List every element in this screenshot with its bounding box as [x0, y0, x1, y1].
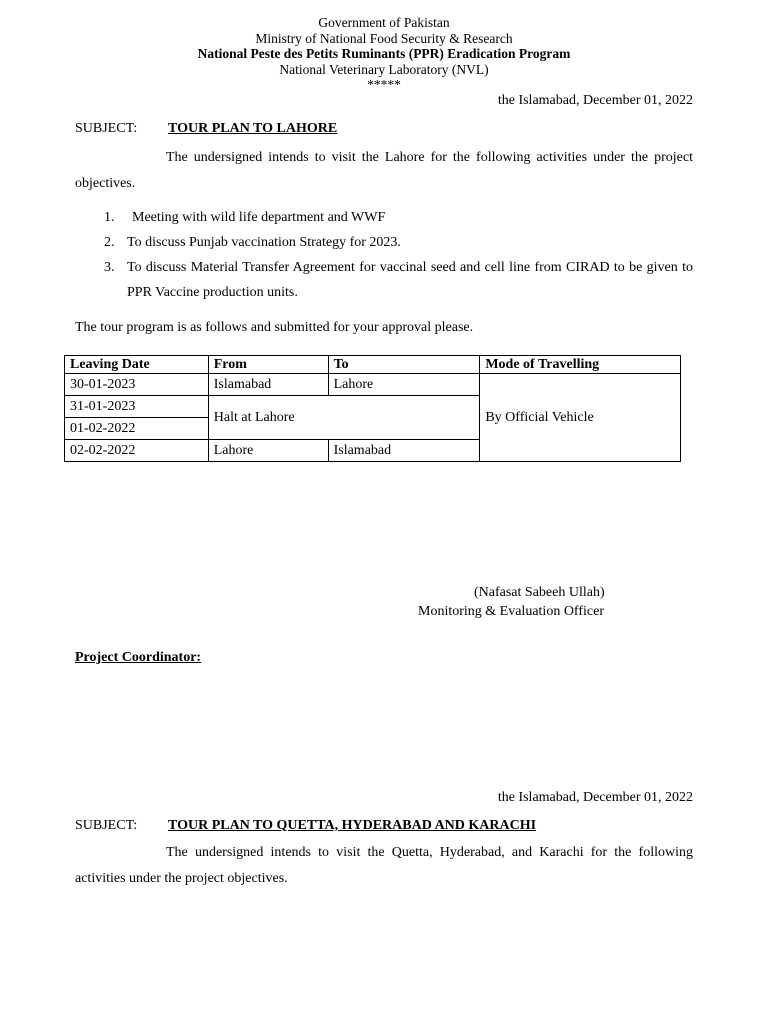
letterhead-program: National Peste des Petits Ruminants (PPR) Eradication Program: [197, 46, 571, 61]
list-item-text: To discuss Material Transfer Agreement for vaccinal seed and cell line from CIRAD to be given to PPR Vaccine production units.: [127, 260, 693, 300]
cell-date: 01-02-2022: [65, 418, 209, 440]
list-item: [75, 255, 693, 305]
list-item: [75, 230, 693, 255]
list-item-text: To discuss Punjab vaccination Strategy for 2023.: [127, 235, 401, 250]
memo1-activity-list: [75, 205, 693, 305]
memo2-subject-label: SUBJECT:: [75, 818, 138, 833]
memo1-subject-label: SUBJECT:: [75, 121, 138, 136]
column-header-mode: Mode of Travelling: [480, 356, 681, 374]
memo1-date: the Islamabad, December 01, 2022: [497, 93, 693, 108]
memo1-subject-title: TOUR PLAN TO LAHORE: [168, 121, 338, 136]
cell-from: Lahore: [208, 440, 328, 462]
list-item-number: 1.: [104, 210, 115, 225]
list-item: [75, 205, 693, 230]
list-item-number: 3.: [104, 260, 115, 275]
letterhead-ministry: Ministry of National Food Security & Research: [255, 30, 513, 46]
cell-halt: Halt at Lahore: [208, 396, 480, 440]
tour-table: [64, 355, 681, 462]
cell-date: 30-01-2023: [65, 374, 209, 396]
list-item-text: Meeting with wild life department and WWF: [132, 210, 386, 225]
letterhead-lab: National Veterinary Laboratory (NVL): [279, 61, 489, 77]
column-header-leaving-date: Leaving Date: [65, 356, 209, 374]
table-header-row: [65, 356, 681, 374]
cell-date: 31-01-2023: [65, 396, 209, 418]
column-header-to: To: [328, 356, 480, 374]
letterhead-government: Government of Pakistan: [318, 15, 450, 30]
list-item-number: 2.: [104, 235, 115, 250]
column-header-from: From: [208, 356, 328, 374]
cell-to: Islamabad: [328, 440, 480, 462]
letterhead: [0, 15, 768, 93]
signatory-title: Monitoring & Evaluation Officer: [418, 604, 604, 619]
memo2-subject-title: TOUR PLAN TO QUETTA, HYDERABAD AND KARACHI: [168, 818, 537, 833]
memo2-date: the Islamabad, December 01, 2022: [497, 790, 693, 805]
table-row: [65, 374, 681, 396]
memo1-tour-line: The tour program is as follows and submitted for your approval please.: [75, 320, 474, 335]
cell-mode: By Official Vehicle: [480, 374, 681, 462]
memo2-intro: The undersigned intends to visit the Quetta, Hyderabad, and Karachi for the following activities under the project objectives.: [75, 845, 693, 886]
cell-date: 02-02-2022: [65, 440, 209, 462]
cell-to: Lahore: [328, 374, 480, 396]
cell-from: Islamabad: [208, 374, 328, 396]
letterhead-stars: *****: [367, 77, 401, 92]
memo1-intro: The undersigned intends to visit the Lahore for the following activities under the project objectives.: [75, 150, 693, 191]
addressee-project-coordinator: Project Coordinator:: [75, 650, 202, 665]
signatory-name: (Nafasat Sabeeh Ullah): [474, 585, 605, 600]
